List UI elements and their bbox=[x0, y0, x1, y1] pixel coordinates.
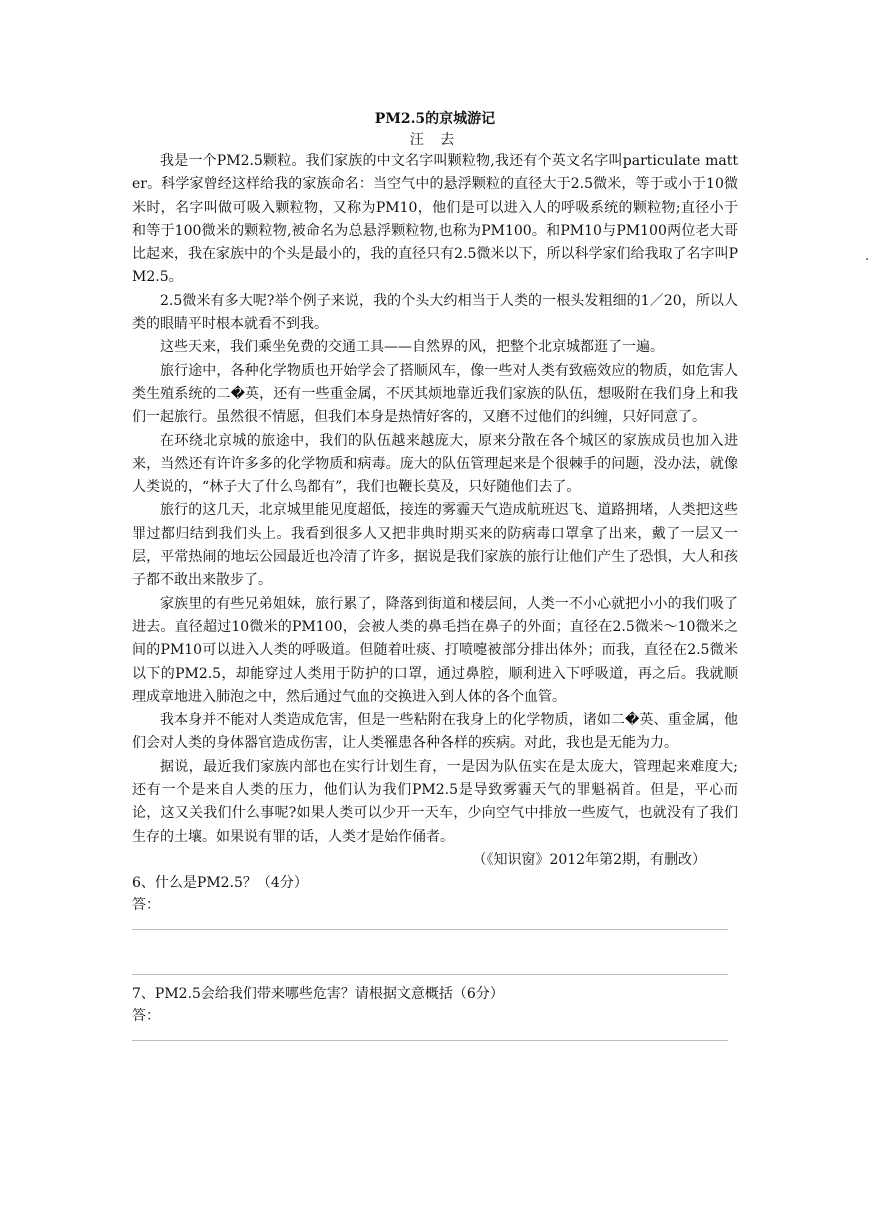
answer-label-6: 答： bbox=[132, 896, 160, 913]
paragraph-3: 这些天来，我们乘坐免费的交通工具——自然界的风，把整个北京城都逛了一遍。 bbox=[160, 339, 664, 356]
article-source: （《知识窗》2012年第2期，有删改） bbox=[472, 851, 706, 868]
answer-line-7a[interactable] bbox=[132, 1040, 728, 1041]
paragraph-4: 旅行途中，各种化学物质也开始学会了搭顺风车，像一些对人类有致癌效应的物质，如危害人类生殖系统的二�英，还有一些重金属，不厌其烦地靠近我们家族的队伍，想吸附在我们身上和我们一起旅行。虽然很不情愿，但我们本身是热情好客的，又磨不过他们的纠缠，只好同意了。 bbox=[132, 362, 738, 426]
answer-label-7: 答： bbox=[132, 1007, 160, 1024]
paragraph-6: 旅行的这几天，北京城里能见度超低，接连的雾霾天气造成航班迟飞、道路拥堵，人类把这些罪过都归结到我们头上。我看到很多人又把非典时期买来的防病毒口罩拿了出来，戴了一层又一层，平常热闹的地坛公园最近也冷清了许多，据说是我们家族的旅行让他们产生了恐惧，大人和孩子都不敢出来散步了。 bbox=[132, 502, 738, 589]
paragraph-1: 我是一个PM2.5颗粒。我们家族的中文名字叫颗粒物,我还有个英文名字叫particulate matter。科学家曾经这样给我的家族命名：当空气中的悬浮颗粒的直径大于2.5微米，等于或小于10微米时，名字叫做可吸入颗粒物，又称为PM10，他们是可以进入人的呼吸系统的颗粒物;直径小于和等于100微米的颗粒物,被命名为总悬浮颗粒物,也称为PM100。和PM10与PM100两位老大哥比起来，我在家族中的个头是最小的，我的直径只有2.5微米以下，所以科学家们给我取了名字叫PM2.5。 bbox=[132, 153, 738, 286]
paragraph-7: 家族里的有些兄弟姐妹，旅行累了，降落到街道和楼层间，人类一不小心就把小小的我们吸了进去。直径超过10微米的PM100，会被人类的鼻毛挡在鼻子的外面；直径在2.5微米～10微米之间的PM10可以进入人类的呼吸道。但随着吐痰、打喷嚏被部分排出体外；而我，直径在2.5微米以下的PM2.5，却能穿过人类用于防护的口罩，通过鼻腔，顺利进入下呼吸道，再之后。我就顺理成章地进入肺泡之中，然后通过气血的交换进入到人体的各个血管。 bbox=[132, 595, 738, 705]
paragraph-8: 我本身并不能对人类造成危害，但是一些粘附在我身上的化学物质，诸如二�英、重金属，他们会对人类的身体器官造成伤害，让人类罹患各种各样的疾病。对此，我也是无能为力。 bbox=[132, 712, 738, 752]
paragraph-5: 在环绕北京城的旅途中，我们的队伍越来越庞大，原来分散在各个城区的家族成员也加入进来，当然还有许许多多的化学物质和病毒。庞大的队伍管理起来是个很棘手的问题，没办法，就像人类说的，“林子大了什么鸟都有”，我们也鞭长莫及，只好随他们去了。 bbox=[132, 432, 738, 496]
document-page bbox=[132, 108, 738, 1041]
article-title: PM2.5的京城游记 bbox=[374, 111, 496, 127]
paragraph-2: 2.5微米有多大呢?举个例子来说，我的个头大约相当于人类的一根头发粗细的1／20，所以人类的眼睛平时根本就看不到我。 bbox=[132, 292, 738, 333]
question-7: 7、PM2.5会给我们带来哪些危害？请根据文意概括（6分） bbox=[132, 985, 504, 1002]
margin-mark bbox=[866, 258, 868, 260]
article-author: 汪 去 bbox=[409, 132, 461, 148]
paragraph-9: 据说，最近我们家族内部也在实行计划生育，一是因为队伍实在是太庞大，管理起来难度大;还有一个是来自人类的压力，他们认为我们PM2.5是导致雾霾天气的罪魁祸首。但是，平心而论，这又关我们什么事呢?如果人类可以少开一天车，少向空气中排放一些废气，也就没有了我们生存的土壤。如果说有罪的话，人类才是始作俑者。 bbox=[132, 758, 738, 845]
question-6: 6、什么是PM2.5？（4分） bbox=[132, 874, 308, 891]
